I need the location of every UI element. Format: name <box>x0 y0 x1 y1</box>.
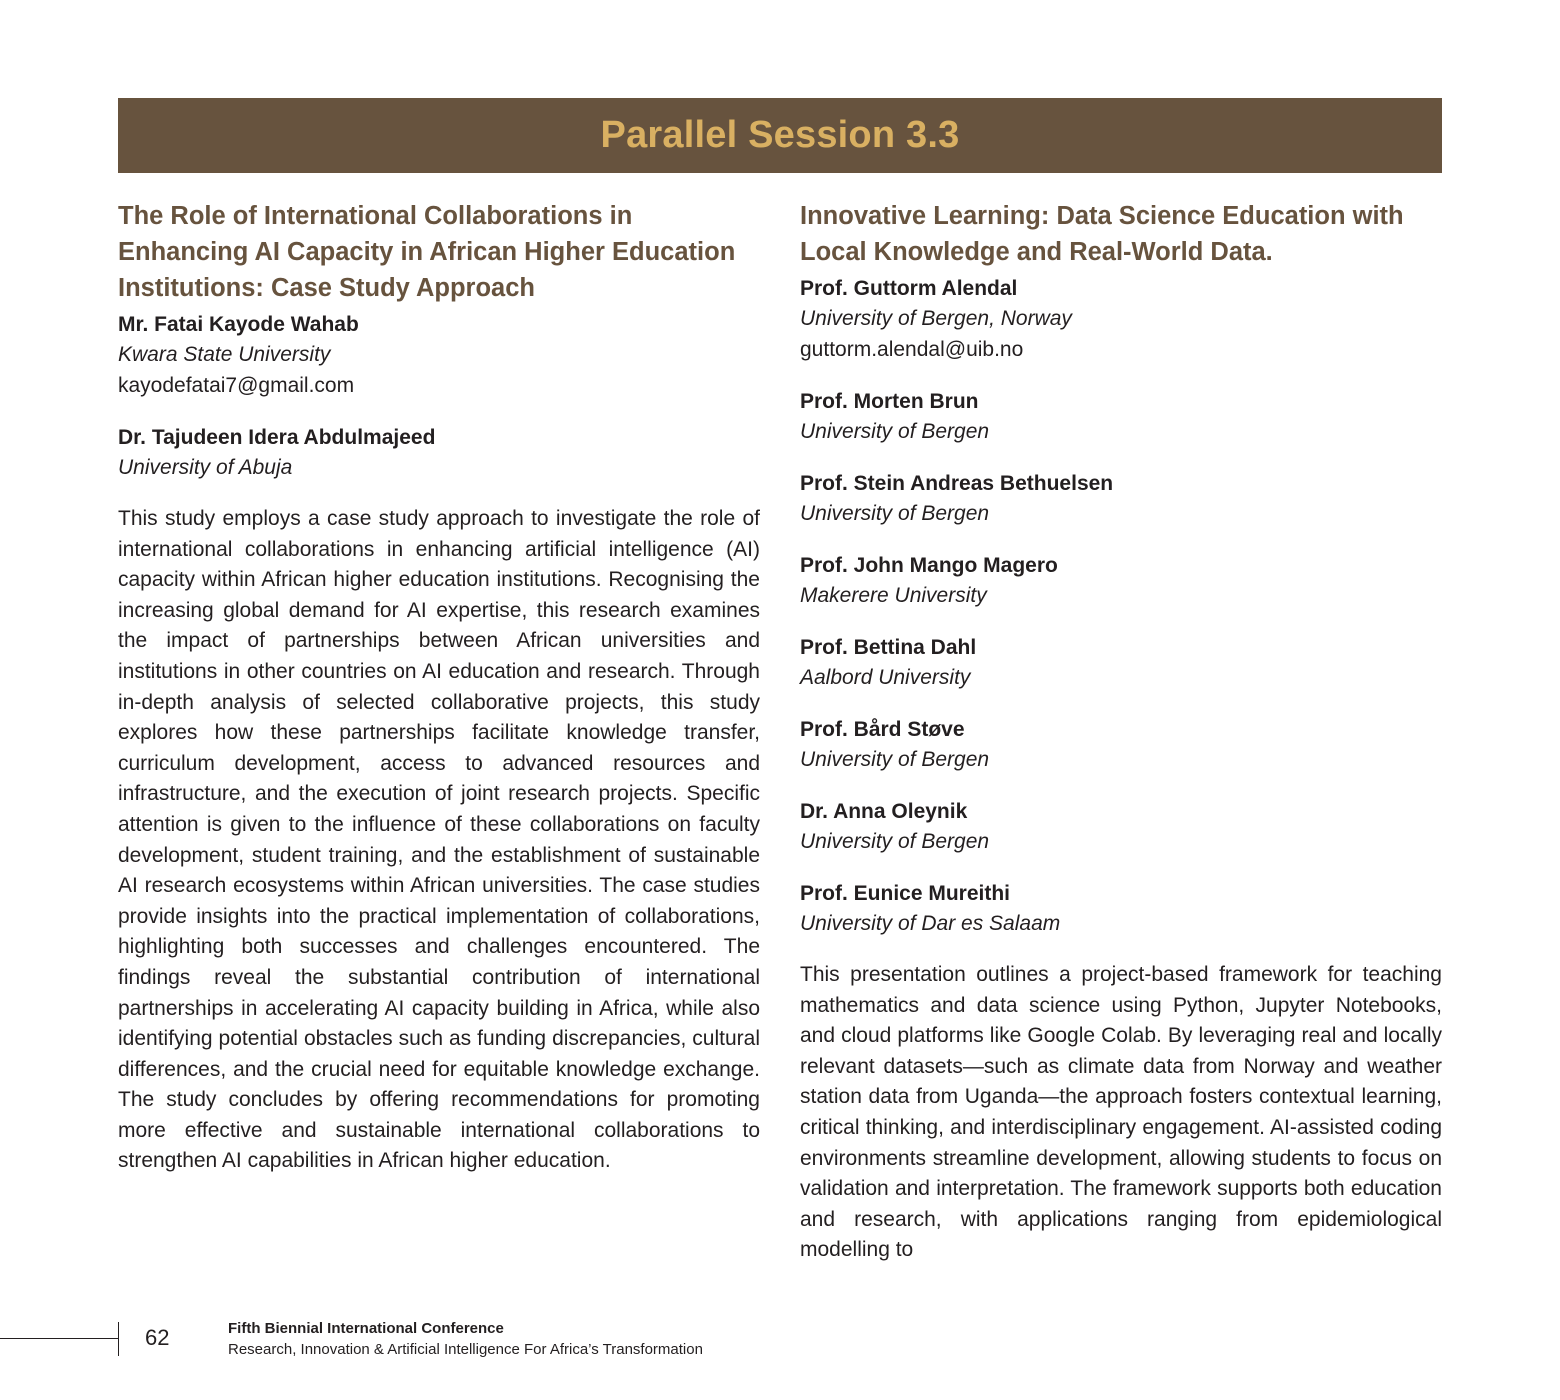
author-name: Prof. Stein Andreas Bethuelsen <box>800 472 1114 495</box>
footer-rule <box>0 1338 118 1339</box>
session-banner <box>118 98 1442 173</box>
abstract-text: This presentation outlines a project-based framework for teaching mathematics and data science using Python, Jupyter Notebooks, and cloud platforms like Google Colab. By leveraging real and locally relevant datasets—such as climate data from Norway and weather station data from Uganda—the approach fosters contextual learning, critical thinking, and interdisciplinary engagement. AI-assisted coding environments streamline development, allowing students to focus on validation and interpretation. The framework supports both education and research, with applications ranging from epidemiological modelling to <box>800 963 1442 1262</box>
author-name: Dr. Anna Oleynik <box>800 800 968 823</box>
author-block <box>800 632 1442 693</box>
author-name: Prof. Bettina Dahl <box>800 636 977 659</box>
author-affiliation: University of Dar es Salaam <box>800 912 1061 935</box>
author-name: Prof. Morten Brun <box>800 390 979 413</box>
author-name: Prof. Bård Støve <box>800 718 965 741</box>
author-affiliation: Makerere University <box>800 584 987 607</box>
author-block <box>800 273 1442 365</box>
author-name: Prof. Eunice Mureithi <box>800 882 1011 905</box>
author-affiliation: University of Abuja <box>118 456 293 479</box>
left-column <box>118 198 760 1177</box>
conference-name: Fifth Biennial International Conference <box>228 1320 504 1337</box>
paper-title: Innovative Learning: Data Science Education with Local Knowledge and Real-World Data. <box>800 202 1404 266</box>
conference-theme: Research, Innovation & Artificial Intelligence For Africa’s Transformation <box>228 1341 703 1358</box>
session-title: Parallel Session 3.3 <box>600 114 960 156</box>
author-affiliation: University of Bergen, Norway <box>800 307 1072 330</box>
footer-divider <box>118 1322 119 1356</box>
author-block <box>800 796 1442 857</box>
author-affiliation: University of Bergen <box>800 420 990 443</box>
author-affiliation: Kwara State University <box>118 343 331 366</box>
paper-title: The Role of International Collaborations in Enhancing AI Capacity in African Higher Education Institutions: Case Study Approach <box>118 202 736 302</box>
author-block <box>800 878 1442 939</box>
author-email[interactable]: kayodefatai7@gmail.com <box>118 374 355 397</box>
author-email[interactable]: guttorm.alendal@uib.no <box>800 338 1024 361</box>
author-block <box>118 422 760 483</box>
author-name: Mr. Fatai Kayode Wahab <box>118 313 359 336</box>
footer-text <box>228 1319 703 1361</box>
author-affiliation: University of Bergen <box>800 748 990 771</box>
author-block <box>800 386 1442 447</box>
abstract-text: This study employs a case study approach to investigate the role of international collaborations in enhancing artificial intelligence (AI) capacity within African higher education institutions. Recognising the increasing global demand for AI expertise, this research examines the impact of partnerships between African universities and institutions in other countries on AI education and research. Through in-depth analysis of selected collaborative projects, this study explores how these partnerships facilitate knowledge transfer, curriculum development, access to advanced resources and infrastructure, and the execution of joint research projects. Specific attention is given to the influence of these collaborations on faculty development, student training, and the establishment of sustainable AI research ecosystems within African universities. The case studies provide insights into the practical implementation of collaborations, highlighting both successes and challenges encountered. The findings reveal the substantial contribution of international partnerships in accelerating AI capacity building in Africa, while also identifying potential obstacles such as funding discrepancies, cultural differences, and the crucial need for equitable knowledge exchange. The study concludes by offering recommendations for promoting more effective and sustainable international collaborations to strengthen AI capabilities in African higher education. <box>118 507 760 1173</box>
author-affiliation: Aalbord University <box>800 666 971 689</box>
author-name: Dr. Tajudeen Idera Abdulmajeed <box>118 426 436 449</box>
author-affiliation: University of Bergen <box>800 830 990 853</box>
author-name: Prof. John Mango Magero <box>800 554 1058 577</box>
author-affiliation: University of Bergen <box>800 502 990 525</box>
author-name: Prof. Guttorm Alendal <box>800 277 1018 300</box>
author-block <box>800 714 1442 775</box>
right-column <box>800 198 1442 1266</box>
author-block <box>800 468 1442 529</box>
page-number: 62 <box>145 1325 170 1350</box>
author-block <box>118 309 760 401</box>
author-block <box>800 550 1442 611</box>
